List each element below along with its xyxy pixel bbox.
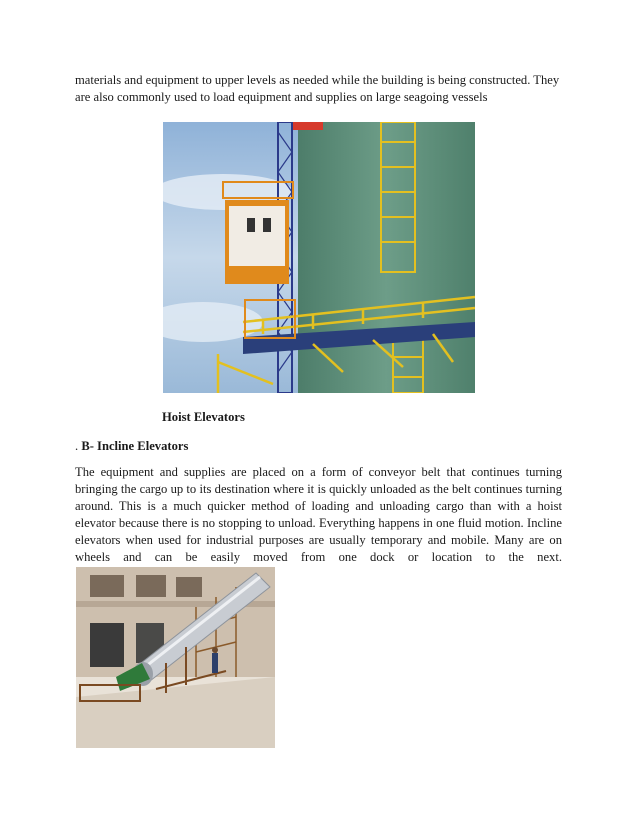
heading-title: B- Incline Elevators: [81, 439, 189, 453]
incline-elevator-photo: [76, 567, 275, 748]
section-heading: [75, 439, 188, 454]
figure-caption-hoist-elevators: Hoist Elevators: [162, 410, 245, 424]
heading-prefix: .: [75, 439, 79, 453]
incline-elevators-paragraph: The equipment and supplies are placed on a form of conveyor belt that continues turning bringing the cargo up to its destination where it is quickly unloaded as the belt continues turning around. This is a much quicker method of loading and unloading cargo than with a hoist elevator because there is no stopping to unload. Everything happens in one fluid motion. Incline elevators when used for industrial purposes are usually temporary and mobile. Many are on wheels and can be easily moved from one dock or location to the next.: [75, 465, 562, 564]
hoist-elevator-photo: [163, 122, 475, 393]
intro-paragraph: materials and equipment to upper levels as needed while the building is being constructed. They are also commonly used to load equipment and supplies on large seagoing vessels: [75, 73, 560, 104]
